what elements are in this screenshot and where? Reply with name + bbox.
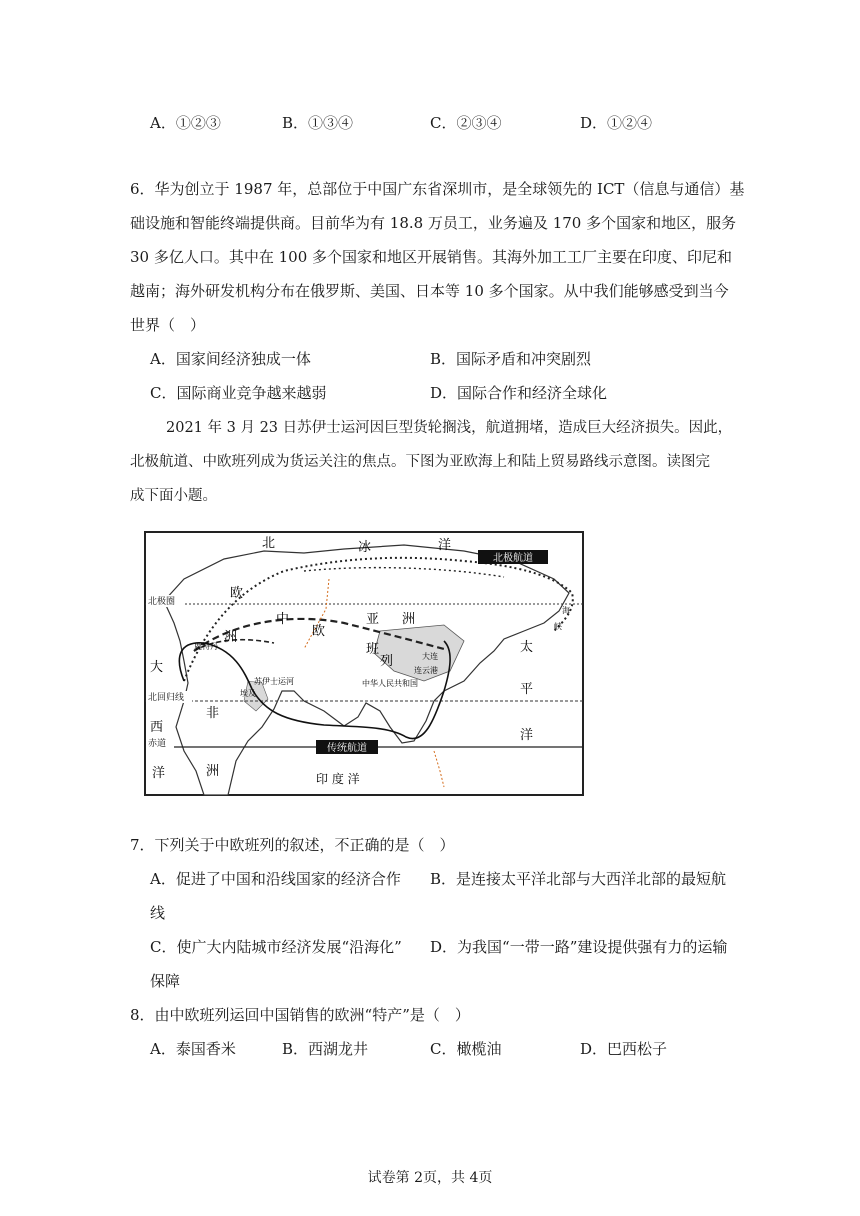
rotterdam-label: 鹿特丹: [194, 642, 218, 651]
q6-option-a: A．国家间经济独成一体: [150, 350, 311, 368]
q8-stem: 8．由中欧班列运回中国销售的欧洲“特产”是（ ）: [130, 1006, 470, 1024]
strait-char-2: 峡: [554, 622, 562, 631]
cer-char-1: 中: [276, 612, 290, 627]
pacific-char-2: 平: [520, 682, 534, 697]
q5-option-c: C．②③④: [430, 114, 502, 132]
q7-option-c: C．使广大内陆城市经济发展“沿海化”: [150, 938, 402, 956]
suez-label: 苏伊士运河: [254, 677, 294, 686]
q5-option-a: A．①②③: [150, 114, 221, 132]
q8-option-a: A．泰国香米: [150, 1040, 236, 1058]
arctic-route-label: 北极航道: [493, 553, 533, 564]
atlantic-char-3: 洋: [152, 766, 166, 781]
q6-option-b: B．国际矛盾和冲突剧烈: [430, 350, 592, 368]
q7-option-b: B．是连接太平洋北部与大西洋北部的最短航: [430, 870, 727, 888]
q8-option-d: D．巴西松子: [580, 1040, 668, 1058]
q5-option-d: D．①②④: [580, 114, 653, 132]
q7-option-d-cont: 保障: [150, 972, 181, 990]
ocean-label-bei: 北: [262, 536, 276, 551]
dalian-label: 大连: [422, 652, 438, 661]
q7-option-b-cont: 线: [150, 904, 166, 922]
equator-label: 赤道: [148, 739, 167, 749]
ocean-label-bing: 冰: [358, 540, 372, 555]
tropic-label: 北回归线: [148, 693, 185, 703]
lianyungang-label: 连云港: [414, 666, 438, 675]
passage-line-2: 北极航道、中欧班列成为货运关注的焦点。下图为亚欧海上和陆上贸易路线示意图。读图完: [130, 454, 710, 470]
atlantic-char-2: 西: [150, 720, 164, 735]
arctic-circle-label: 北极圈: [148, 597, 176, 607]
q7-option-d: D．为我国“一带一路”建设提供强有力的运输: [430, 938, 728, 956]
passage-line-3: 成下面小题。: [130, 488, 217, 504]
europe-char-1: 欧: [230, 586, 244, 601]
africa-char-1: 非: [206, 706, 220, 721]
q8-option-c: C．橄榄油: [430, 1040, 502, 1058]
q6-line-2: 础设施和智能终端提供商。目前华为有 18.8 万员工，业务遍及 170 多个国家和地区，服务: [130, 214, 737, 232]
q7-stem: 7．下列关于中欧班列的叙述，不正确的是（ ）: [130, 836, 455, 854]
q8-option-b: B．西湖龙井: [282, 1040, 369, 1058]
pacific-char-1: 太: [520, 640, 534, 655]
strait-char-1: 海: [562, 606, 570, 615]
prc-label: 中华人民共和国: [362, 679, 418, 688]
q6-line-4: 越南；海外研发机构分布在俄罗斯、美国、日本等 10 多个国家。从中我们能够感受到当今: [130, 282, 729, 300]
trade-route-map: [144, 531, 584, 796]
traditional-route-label: 传统航道: [327, 743, 367, 754]
africa-char-2: 洲: [206, 764, 220, 779]
cer-char-2: 欧: [312, 624, 326, 639]
q6-option-d: D．国际合作和经济全球化: [430, 384, 608, 402]
q6-line-3: 30 多亿人口。其中在 100 多个国家和地区开展销售。其海外加工工厂主要在印度、印尼和: [130, 248, 733, 266]
q7-option-a: A．促进了中国和沿线国家的经济合作: [150, 870, 401, 888]
atlantic-char-1: 大: [150, 660, 164, 675]
europe-char-2: 洲: [224, 630, 238, 645]
q6-line-1: 6．华为创立于 1987 年，总部位于中国广东省深圳市，是全球领先的 ICT（信息与通信）基: [130, 180, 745, 198]
cer-char-4: 列: [380, 654, 394, 669]
q6-line-5: 世界（ ）: [130, 316, 206, 334]
egypt-label: 埃及: [240, 689, 256, 698]
cer-char-3: 班: [366, 642, 380, 657]
pacific-char-3: 洋: [520, 728, 534, 743]
passage-line-1: 2021 年 3 月 23 日苏伊士运河因巨型货轮搁浅，航道拥堵，造成巨大经济损失。因此，: [166, 420, 733, 436]
asia-char-2: 洲: [402, 612, 416, 627]
indian-ocean-label: 印 度 洋: [316, 772, 360, 786]
q6-option-c: C．国际商业竞争越来越弱: [150, 384, 327, 402]
q5-option-b: B．①③④: [282, 114, 354, 132]
ocean-label-yang: 洋: [438, 538, 452, 553]
asia-char-1: 亚: [366, 612, 380, 627]
page-footer: 试卷第 2页，共 4页: [367, 1170, 493, 1186]
